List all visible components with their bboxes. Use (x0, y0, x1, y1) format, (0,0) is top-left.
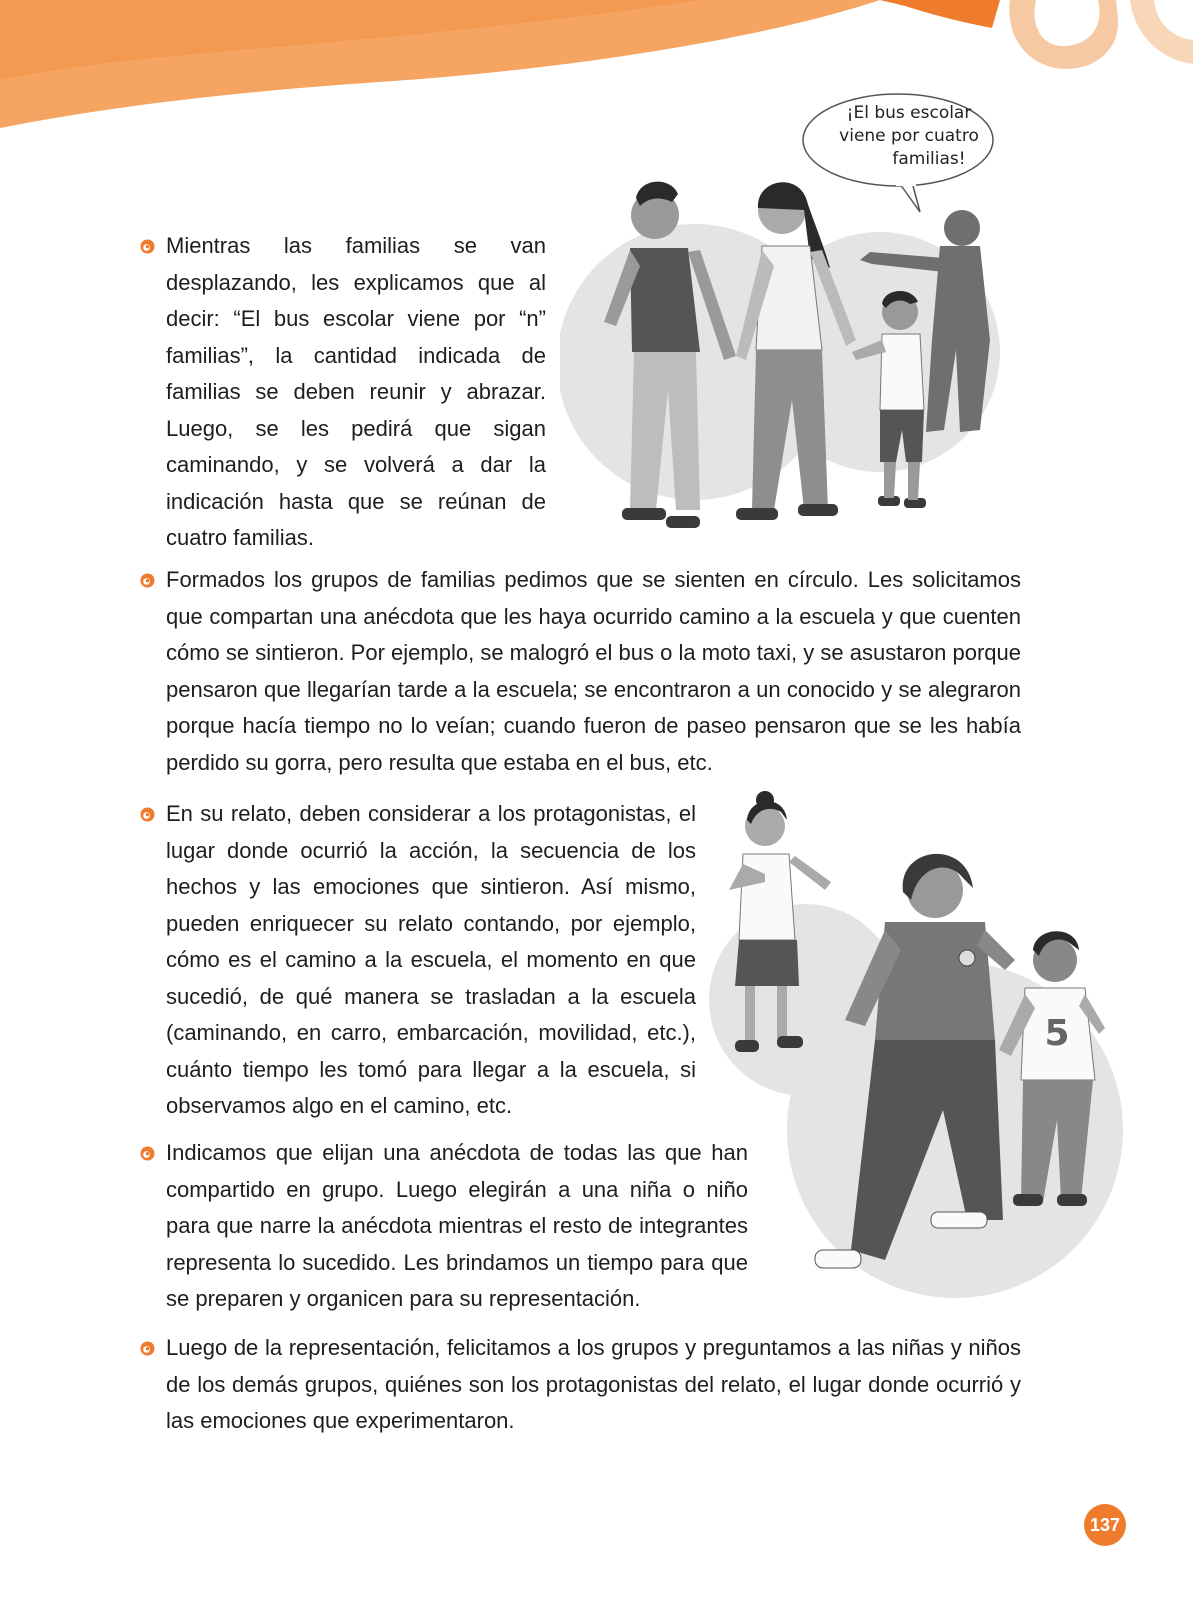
speech-bubble-text (820, 102, 998, 171)
children-walking-illustration (705, 790, 1165, 1300)
bullet-icon (140, 573, 155, 588)
paragraph-1: Mientras las familias se van desplazando, les explicamos que al decir: “El bus escolar viene por “n” familias”, la cantidad indicada de familias se deben reunir y abrazar. Luego, se les pedirá que sigan caminando, y se volverá a dar la indicación hasta que se reúnan de cuatro familias. (166, 233, 546, 550)
paragraph-4: Indicamos que elijan una anécdota de todas las que han compartido en grupo. Luego elegirán a una niña o niño para que narre la anécdota mientras el resto de integrantes representa lo sucedido. Les brindamos un tiempo para que se preparen y organicen para su representación. (166, 1140, 748, 1311)
paragraph-2: Formados los grupos de familias pedimos que se sienten en círculo. Les solicitamos que compartan una anécdota que les haya ocurrido camino a la escuela y que cuenten cómo se sintieron. Por ejemplo, se malogró el bus o la moto taxi, y se asustaron porque pensaron que llegarían tarde a la escuela; se encontraron a un conocido y se alegraron porque hacía tiempo no lo veían; cuando fueron de paseo pensaron que se les había perdido su gorra, pero resulta que estaba en el bus, etc. (166, 567, 1021, 775)
speech-bubble-line: familias! (892, 149, 966, 169)
bullet-icon (140, 1341, 155, 1356)
speech-bubble-line: ¡El bus escolar (846, 103, 972, 123)
speech-bubble-line: viene por cuatro (839, 126, 979, 146)
page-number: 137 (1084, 1504, 1126, 1546)
bullet-icon (140, 807, 155, 822)
shirt-number: 5 (1044, 1013, 1070, 1054)
bullet-icon (140, 1146, 155, 1161)
paragraph-5: Luego de la representación, felicitamos a los grupos y preguntamos a las niñas y niños de los demás grupos, quiénes son los protagonistas del relato, el lugar donde ocurrió y las emociones que experimentaron. (166, 1335, 1021, 1433)
bullet-icon (140, 239, 155, 254)
paragraph-3: En su relato, deben considerar a los protagonistas, el lugar donde ocurrió la acción, la secuencia de los hechos y las emociones que sintieron. Así mismo, pueden enriquecer su relato contando, por ejemplo, cómo es el camino a la escuela, el momento en que sucedió, de qué manera se trasladan a la escuela (caminando, en carro, embarcación, movilidad, etc.), cuánto tiempo les tomó para llegar a la escuela, si observamos algo en el camino, etc. (166, 801, 696, 1118)
